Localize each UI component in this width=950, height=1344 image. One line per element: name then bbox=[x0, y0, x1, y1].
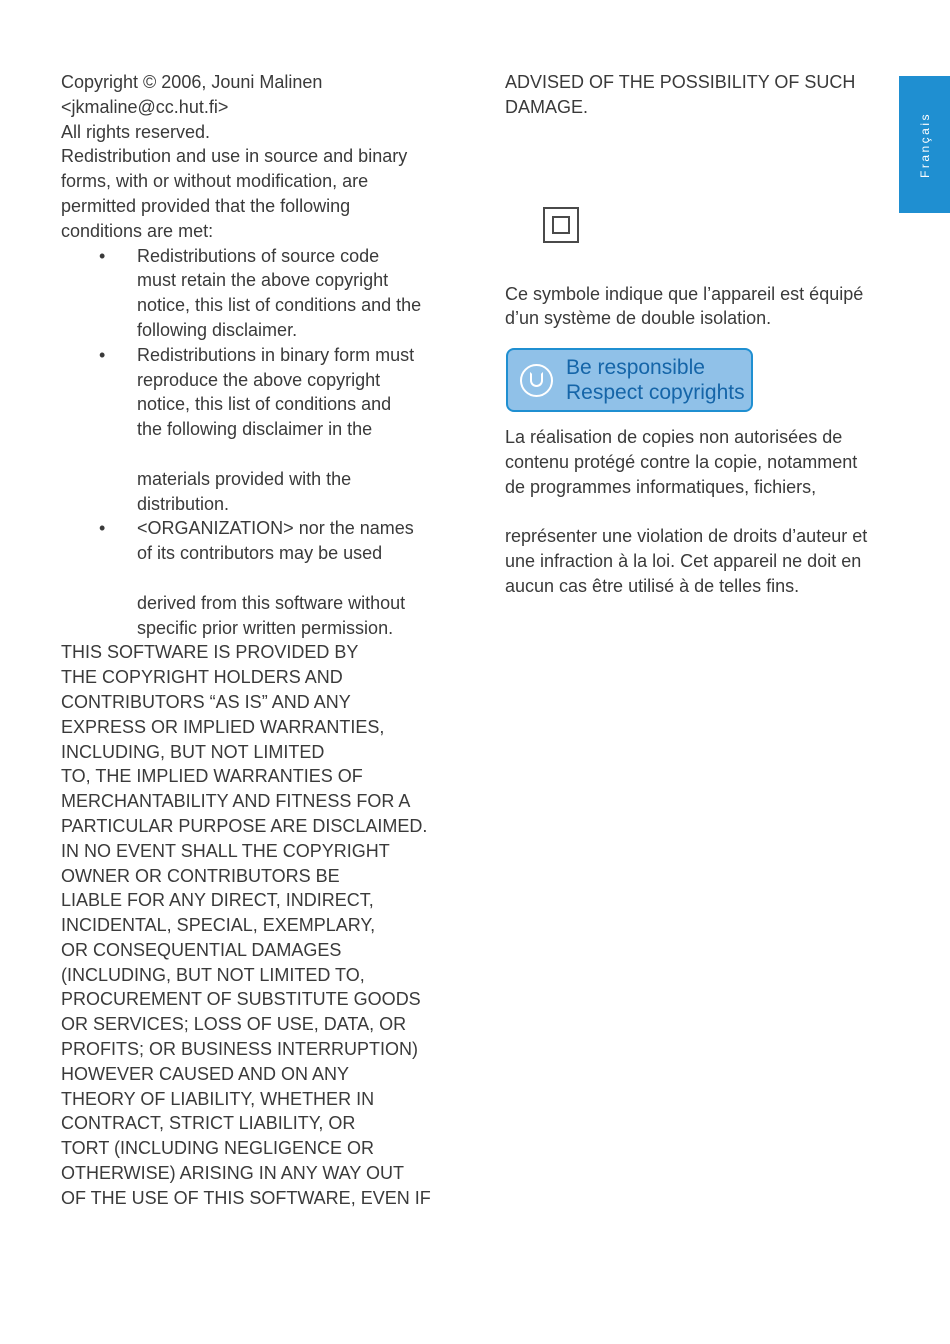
double-insulation-icon bbox=[543, 207, 579, 243]
text-line: derived from this software without bbox=[137, 592, 406, 613]
text-line: représenter une violation de droits d’auteur et bbox=[505, 526, 868, 547]
text-line: LIABLE FOR ANY DIRECT, INDIRECT, bbox=[61, 890, 374, 911]
text-line: aucun cas être utilisé à de telles fins. bbox=[505, 575, 800, 596]
text-line: must retain the above copyright bbox=[137, 270, 389, 291]
text-line: Redistributions of source code bbox=[137, 245, 380, 266]
text-line: OTHERWISE) ARISING IN ANY WAY OUT bbox=[61, 1163, 405, 1184]
text-line: All rights reserved. bbox=[61, 121, 211, 142]
language-tab bbox=[899, 76, 950, 213]
text-line: d’un système de double isolation. bbox=[505, 308, 772, 329]
language-label: Français bbox=[917, 111, 932, 178]
text-line: distribution. bbox=[137, 493, 230, 514]
text-line: HOWEVER CAUSED AND ON ANY bbox=[61, 1063, 350, 1084]
text-line: Redistribution and use in source and binary bbox=[61, 146, 408, 167]
text-line: La réalisation de copies non autorisées de bbox=[505, 427, 843, 448]
badge-icon-arc bbox=[530, 372, 543, 387]
text-line: INCIDENTAL, SPECIAL, EXEMPLARY, bbox=[61, 915, 376, 936]
text-line: MERCHANTABILITY AND FITNESS FOR A bbox=[61, 791, 411, 812]
warranty-disclaimer bbox=[61, 640, 456, 1210]
text-line: THIS SOFTWARE IS PROVIDED BY bbox=[61, 642, 359, 663]
text-line: following disclaimer. bbox=[137, 319, 298, 340]
double-insulation-text bbox=[505, 282, 895, 332]
bullet-icon: • bbox=[99, 518, 106, 539]
text-line: <jkmaline@cc.hut.fi> bbox=[61, 96, 229, 117]
text-line: OWNER OR CONTRIBUTORS BE bbox=[61, 865, 340, 886]
text-line: de programmes informatiques, fichiers, bbox=[505, 476, 817, 497]
left-column bbox=[61, 70, 456, 1211]
text-line: ADVISED OF THE POSSIBILITY OF SUCH bbox=[505, 72, 856, 92]
double-insulation-inner-square bbox=[552, 216, 570, 234]
text-line: of its contributors may be used bbox=[137, 543, 383, 564]
right-column bbox=[505, 70, 895, 599]
badge-line-2: Respect copyrights bbox=[566, 381, 745, 404]
text-line: INCLUDING, BUT NOT LIMITED bbox=[61, 741, 325, 762]
text-line: PROCUREMENT OF SUBSTITUTE GOODS bbox=[61, 989, 421, 1010]
copy-notice bbox=[505, 425, 895, 599]
text-line: TO, THE IMPLIED WARRANTIES OF bbox=[61, 766, 363, 787]
copyright-intro bbox=[61, 70, 456, 244]
text-line: DAMAGE. bbox=[505, 96, 589, 117]
text-line: (INCLUDING, BUT NOT LIMITED TO, bbox=[61, 964, 365, 985]
text-line: THE COPYRIGHT HOLDERS AND bbox=[61, 667, 343, 688]
text-line: notice, this list of conditions and bbox=[137, 394, 392, 415]
bullet-icon: • bbox=[99, 245, 106, 266]
bullet-icon: • bbox=[99, 344, 106, 365]
bullet-item-binary bbox=[61, 343, 456, 517]
respect-copyrights-icon bbox=[520, 364, 553, 397]
text-line: the following disclaimer in the bbox=[137, 419, 373, 440]
text-line: Redistributions in binary form must bbox=[137, 344, 415, 365]
text-line: OF THE USE OF THIS SOFTWARE, EVEN IF bbox=[61, 1187, 431, 1208]
text-line: Ce symbole indique que l’appareil est équipé bbox=[505, 283, 864, 304]
text-line: specific prior written permission. bbox=[137, 617, 394, 638]
disclaimer-continuation bbox=[505, 70, 895, 120]
text-line: PROFITS; OR BUSINESS INTERRUPTION) bbox=[61, 1039, 419, 1060]
text-line: permitted provided that the following bbox=[61, 195, 351, 216]
text-line: CONTRIBUTORS “AS IS” AND ANY bbox=[61, 691, 351, 712]
text-line: reproduce the above copyright bbox=[137, 369, 381, 390]
text-line: <ORGANIZATION> nor the names bbox=[137, 518, 414, 539]
text-line: CONTRACT, STRICT LIABILITY, OR bbox=[61, 1113, 356, 1134]
text-line: TORT (INCLUDING NEGLIGENCE OR bbox=[61, 1138, 375, 1159]
bullet-item-source bbox=[61, 244, 456, 343]
text-line: forms, with or without modification, are bbox=[61, 171, 369, 192]
text-line: contenu protégé contre la copie, notamment bbox=[505, 451, 858, 472]
badge-text bbox=[566, 355, 745, 405]
badge-line-1: Be responsible bbox=[566, 356, 705, 379]
bullet-item-organization bbox=[61, 516, 456, 640]
text-line: EXPRESS OR IMPLIED WARRANTIES, bbox=[61, 716, 385, 737]
respect-copyrights-badge bbox=[506, 348, 753, 412]
text-line: notice, this list of conditions and the bbox=[137, 295, 422, 316]
text-line: Copyright © 2006, Jouni Malinen bbox=[61, 72, 323, 92]
text-line: OR CONSEQUENTIAL DAMAGES bbox=[61, 939, 342, 960]
text-line: une infraction à la loi. Cet appareil ne doit en bbox=[505, 551, 862, 572]
text-line: conditions are met: bbox=[61, 220, 214, 241]
text-line: materials provided with the bbox=[137, 468, 352, 489]
text-line: IN NO EVENT SHALL THE COPYRIGHT bbox=[61, 840, 390, 861]
text-line: PARTICULAR PURPOSE ARE DISCLAIMED. bbox=[61, 815, 428, 836]
text-line: OR SERVICES; LOSS OF USE, DATA, OR bbox=[61, 1014, 407, 1035]
text-line: THEORY OF LIABILITY, WHETHER IN bbox=[61, 1088, 375, 1109]
